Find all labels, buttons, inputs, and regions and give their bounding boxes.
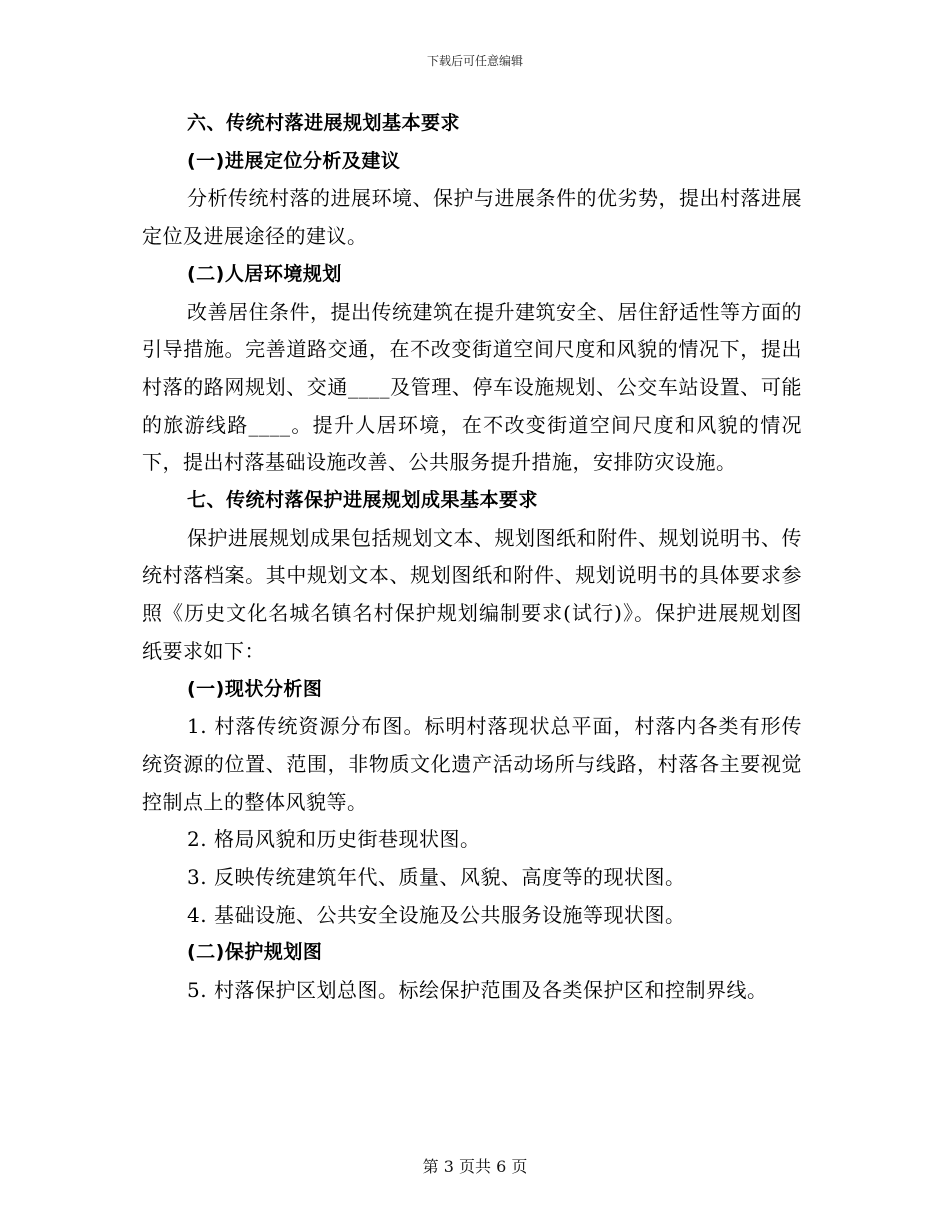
list-item-1: 1. 村落传统资源分布图。标明村落现状总平面，村落内各类有形传统资源的位置、范围，非物质文化遗产活动场所与线路，村落各主要视觉控制点上的整体风貌等。 [142,714,802,814]
section-6-heading: 六、传统村落进展规划基本要求 [187,112,461,134]
section-6-2-paragraph: 改善居住条件，提出传统建筑在提升建筑安全、居住舒适性等方面的引导措施。完善道路交通，在不改变街道空间尺度和风貌的情况下，提出村落的路网规划、交通____及管理、停车设施规划、公交车站设置、可能的旅游线路____。提升人居环境，在不改变街道空间尺度和风貌的情况下，提出村落基础设施改善、公共服务提升措施，安排防灾设施。 [142,299,802,475]
list-item-2: 2. 格局风貌和历史街巷现状图。 [187,827,481,852]
section-7-heading: 七、传统村落保护进展规划成果基本要求 [187,489,539,512]
page-header: 下载后可任意编辑 [426,54,523,68]
page-footer: 第 3 页共 6 页 [422,1157,528,1176]
section-7-paragraph: 保护进展规划成果包括规划文本、规划图纸和附件、规划说明书、传统村落档案。其中规划文本、规划图纸和附件、规划说明书的具体要求参照《历史文化名城名镇名村保护规划编制要求(试行)》。保护进展规划图纸要求如下： [142,525,802,663]
section-7-2-heading: (二)保护规划图 [187,941,323,964]
list-item-4: 4. 基础设施、公共安全设施及公共服务设施等现状图。 [187,902,686,927]
document-body [142,105,802,1010]
section-6-1-paragraph: 分析传统村落的进展环境、保护与进展条件的优劣势，提出村落进展定位及进展途径的建议。 [142,186,802,249]
section-6-1-heading: (一)进展定位分析及建议 [187,149,401,172]
section-7-1-heading: (一)现状分析图 [187,677,323,700]
list-item-5: 5. 村落保护区划总图。标绘保护范围及各类保护区和控制界线。 [187,978,768,1003]
list-item-3: 3. 反映传统建筑年代、质量、风貌、高度等的现状图。 [187,865,686,890]
section-6-2-heading: (二)人居环境规划 [187,262,342,285]
